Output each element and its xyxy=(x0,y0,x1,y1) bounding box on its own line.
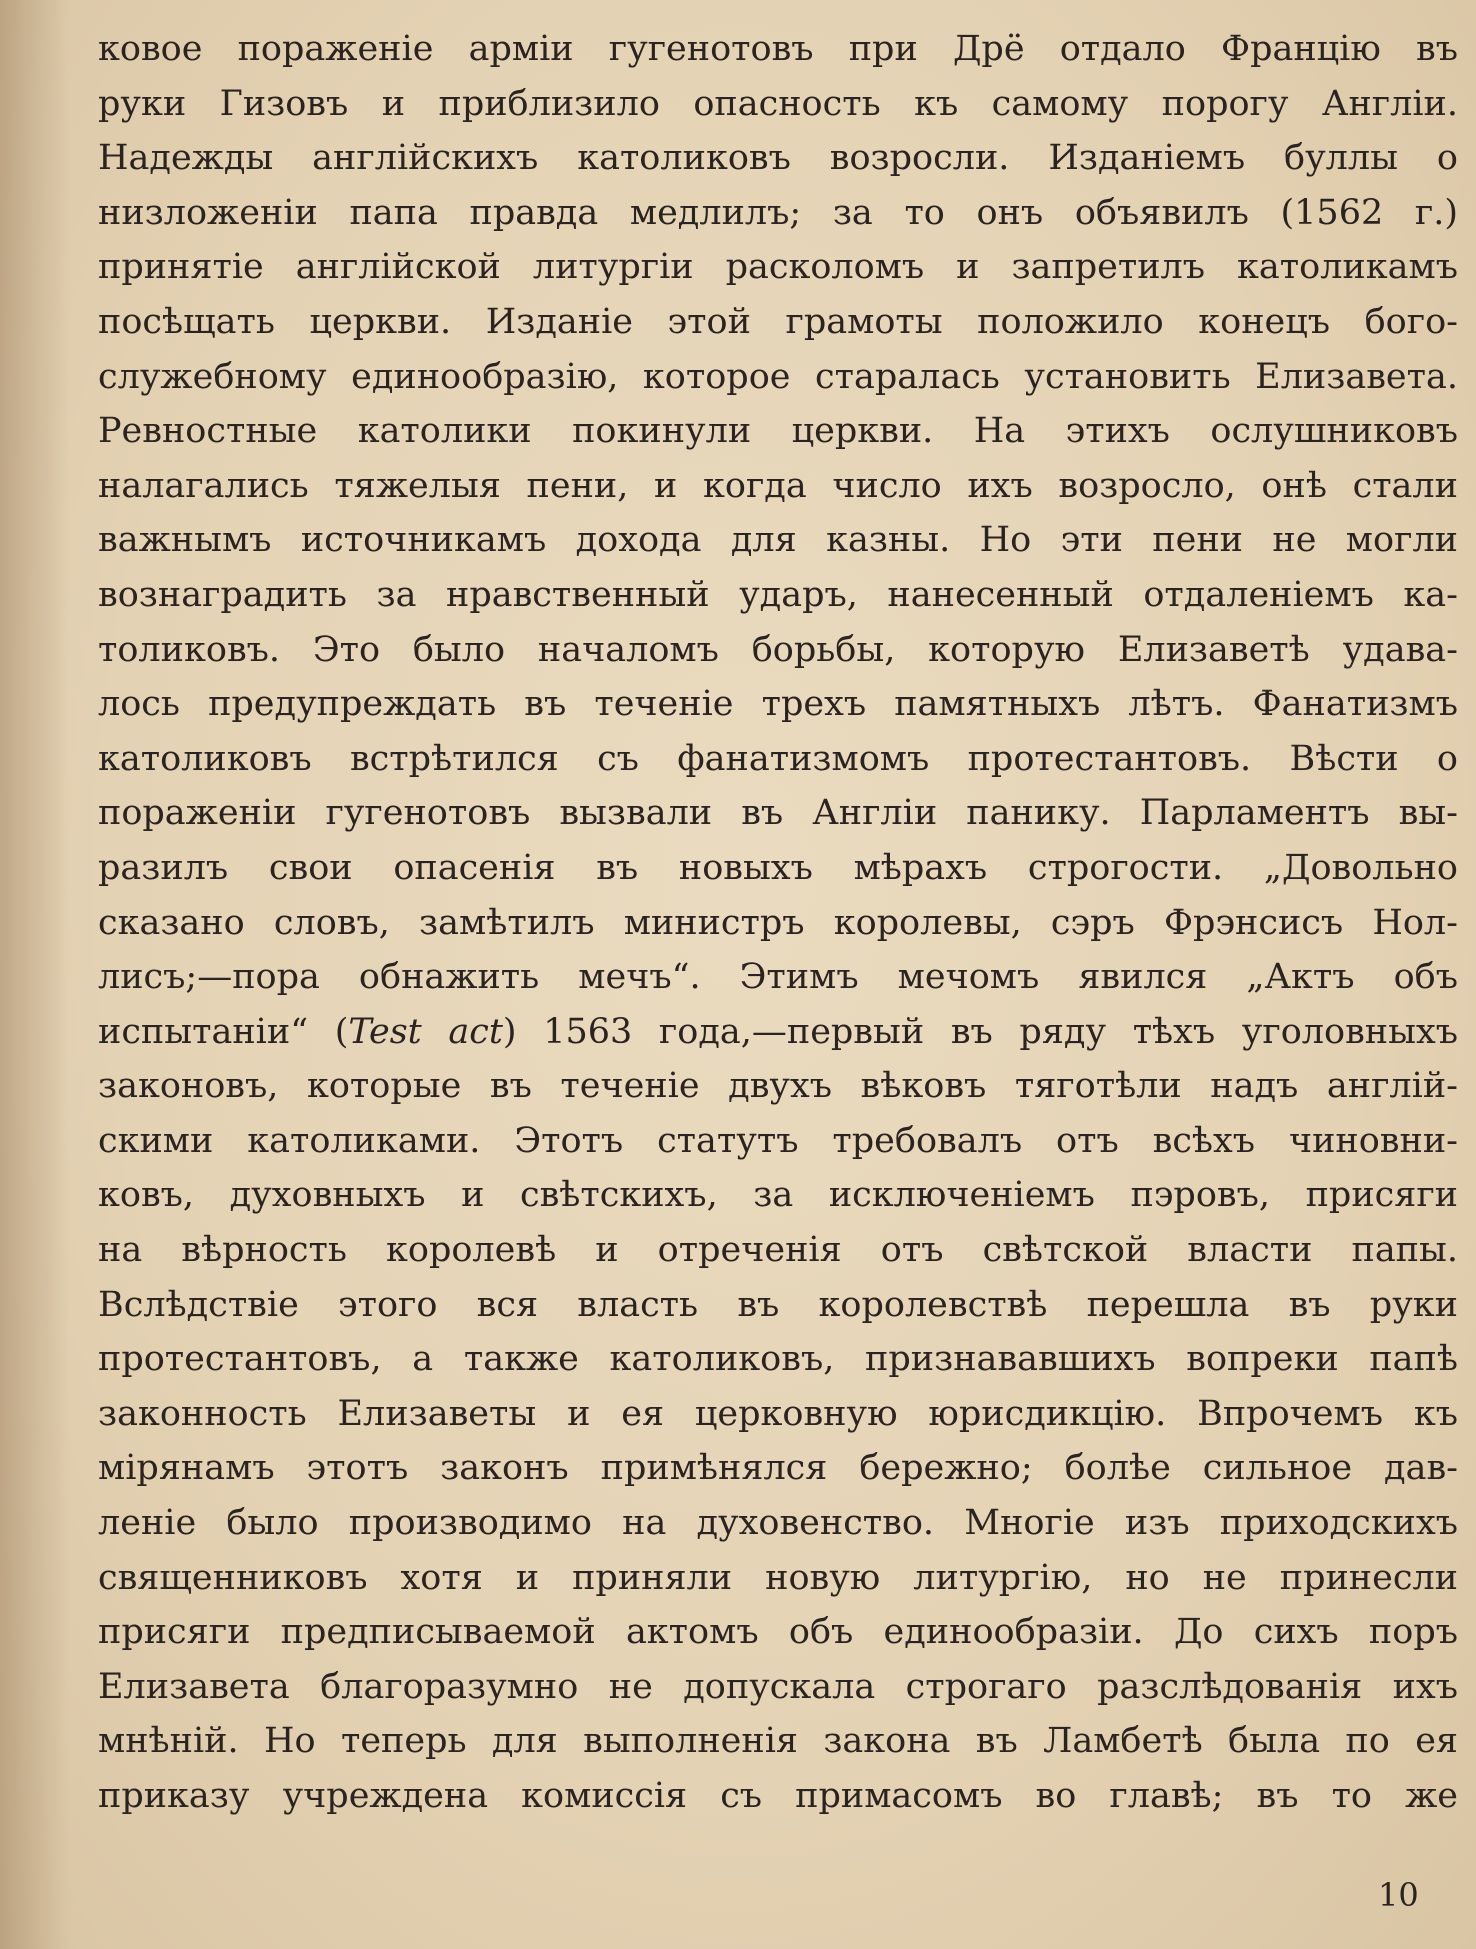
text-line: Елизавета благоразумно не допускала строгаго разслѣдованія ихъ xyxy=(98,1666,1458,1707)
italic-term: Test act xyxy=(348,1011,503,1052)
text-line: разилъ свои опасенія въ новыхъ мѣрахъ строгости. „Довольно xyxy=(98,847,1458,888)
text-fragment: ) 1563 года,—первый въ ряду тѣхъ уголовныхъ xyxy=(502,1011,1458,1052)
text-line: ковое пораженіе арміи гугенотовъ при Дрё отдало Францію въ xyxy=(98,29,1458,69)
text-line: принятіе англійской литургіи расколомъ и запретилъ католикамъ xyxy=(98,247,1458,288)
text-line: важнымъ источникамъ дохода для казны. Но эти пени не могли xyxy=(98,520,1458,561)
text-line: налагались тяжелыя пени, и когда число ихъ возросло, онѣ стали xyxy=(98,465,1458,506)
text-line: законность Елизаветы и ея церковную юрисдикцію. Впрочемъ къ xyxy=(98,1393,1458,1434)
text-line: законовъ, которые въ теченіе двухъ вѣковъ тяготѣли надъ англій- xyxy=(98,1066,1458,1107)
text-line: священниковъ хотя и приняли новую литургію, но не принесли xyxy=(98,1557,1458,1598)
text-line: Надежды англійскихъ католиковъ возросли. Изданіемъ буллы о xyxy=(98,138,1458,179)
text-line: вознаградить за нравственный ударъ, нанесенный отдаленіемъ ка- xyxy=(98,574,1458,615)
text-line: католиковъ встрѣтился съ фанатизмомъ протестантовъ. Вѣсти о xyxy=(98,738,1458,779)
text-line: присяги предписываемой актомъ объ единообразіи. До сихъ поръ xyxy=(98,1612,1458,1653)
text-line: Ревностные католики покинули церкви. На этихъ ослушниковъ xyxy=(98,411,1458,452)
text-line: посѣщать церкви. Изданіе этой грамоты положило конецъ бого- xyxy=(98,301,1458,342)
text-line: лось предупреждать въ теченіе трехъ памятныхъ лѣтъ. Фанатизмъ xyxy=(98,684,1458,725)
gutter-shadow xyxy=(0,0,70,1949)
text-line: служебному единообразію, которое старалась установить Елизавета. xyxy=(98,356,1458,397)
text-line: мнѣній. Но теперь для выполненія закона въ Ламбетѣ была по ея xyxy=(98,1721,1458,1762)
page-number: 10 xyxy=(1378,1876,1419,1914)
text-line: руки Гизовъ и приблизило опасность къ самому порогу Англіи. xyxy=(98,83,1458,124)
body-text xyxy=(98,22,1458,1824)
text-line: скими католиками. Этотъ статутъ требовалъ отъ всѣхъ чиновни- xyxy=(98,1120,1458,1161)
text-line: на вѣрность королевѣ и отреченія отъ свѣтской власти папы. xyxy=(98,1230,1458,1271)
text-line: Вслѣдствіе этого вся власть въ королевствѣ перешла въ руки xyxy=(98,1284,1458,1325)
text-line: протестантовъ, а также католиковъ, признававшихъ вопреки папѣ xyxy=(98,1339,1458,1380)
text-line: приказу учреждена комиссія съ примасомъ во главѣ; въ то же xyxy=(98,1776,1458,1816)
text-line: низложеніи папа правда медлилъ; за то онъ объявилъ (1562 г.) xyxy=(98,192,1458,233)
text-line: толиковъ. Это было началомъ борьбы, которую Елизаветѣ удава- xyxy=(98,629,1458,670)
text-fragment: испытаніи“ ( xyxy=(98,1011,349,1052)
text-line: леніе было производимо на духовенство. Многіе изъ приходскихъ xyxy=(98,1503,1458,1544)
text-line: пораженіи гугенотовъ вызвали въ Англіи панику. Парламентъ вы- xyxy=(98,793,1458,834)
text-line: мірянамъ этотъ законъ примѣнялся бережно; болѣе сильное дав- xyxy=(98,1448,1458,1489)
text-line: лисъ;—пора обнажить мечъ“. Этимъ мечомъ явился „Актъ объ xyxy=(98,957,1458,998)
text-line: сказано словъ, замѣтилъ министръ королевы, сэръ Фрэнсисъ Нол- xyxy=(98,902,1458,943)
text-line-with-italic xyxy=(98,1005,1458,1060)
text-line: ковъ, духовныхъ и свѣтскихъ, за исключеніемъ пэровъ, присяги xyxy=(98,1175,1458,1216)
